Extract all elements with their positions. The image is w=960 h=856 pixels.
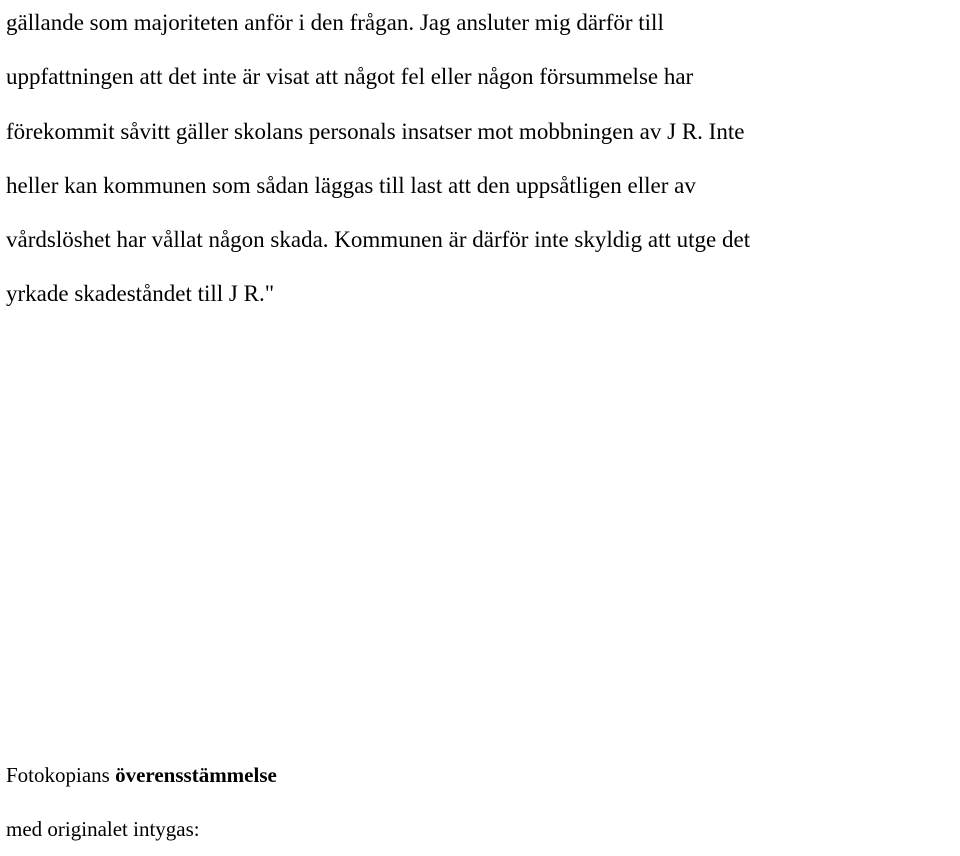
text-line: gällande som majoriteten anför i den frågan. Jag ansluter mig därför till bbox=[6, 10, 664, 35]
text-line: uppfattningen att det inte är visat att något fel eller någon försummelse har bbox=[6, 64, 694, 90]
certification-bold-word: överensstämmelse bbox=[115, 763, 277, 787]
certification-line-2: med originalet intygas: bbox=[6, 817, 200, 841]
certification-line-1 bbox=[6, 748, 277, 802]
text-line: heller kan kommunen som sådan läggas till last att den uppsåtligen eller av bbox=[6, 172, 696, 198]
text-line: yrkade skadeståndet till J R." bbox=[6, 281, 275, 307]
text-line: förekommit såvitt gäller skolans personals insatser mot mobbningen av J R. Inte bbox=[6, 118, 745, 144]
certification-prefix: Fotokopians bbox=[6, 763, 116, 787]
certification-block bbox=[6, 748, 277, 856]
text-line: vårdslöshet har vållat någon skada. Kommunen är därför inte skyldig att utge det bbox=[6, 227, 751, 253]
judgment-text bbox=[6, 0, 958, 322]
